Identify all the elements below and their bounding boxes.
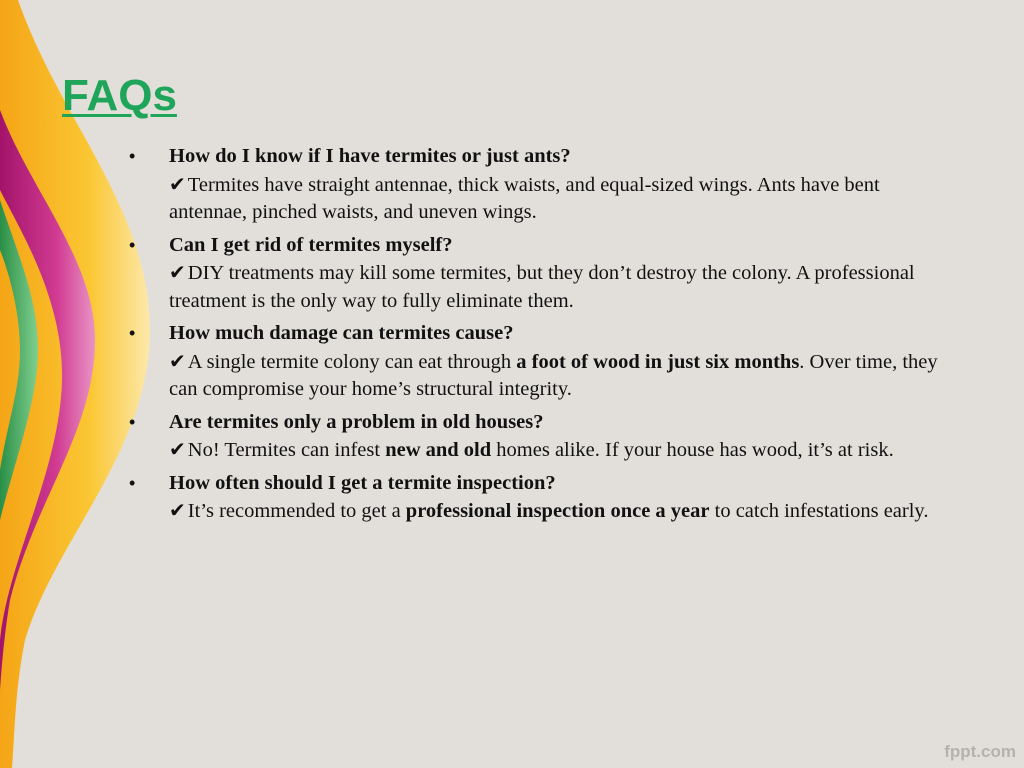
faq-question: How do I know if I have termites or just ants? (169, 145, 571, 167)
checkmark-icon: ✔ (169, 437, 186, 461)
slide-title: FAQs (62, 71, 177, 120)
answer-text: DIY treatments may kill some termites, but they don’t destroy the colony. A professional treatment is the only way to fully eliminate them. (169, 262, 915, 312)
answer-emphasis: new and old (385, 439, 492, 461)
answer-text: It’s recommended to get a (187, 500, 406, 522)
answer-text: homes alike. If your house has wood, it’s at risk. (491, 439, 894, 461)
faq-question: Can I get rid of termites myself? (169, 233, 453, 256)
faq-item (129, 232, 959, 316)
faq-answer (169, 262, 915, 312)
faq-question: How often should I get a termite inspection? (169, 471, 556, 494)
answer-text: Termites have straight antennae, thick waists, and equal-sized wings. Ants have bent antennae, pinched waists, and uneven wings. (169, 173, 880, 223)
bullet-icon: • (129, 234, 136, 255)
faq-list (129, 143, 959, 531)
answer-emphasis: a foot of wood in just six months (516, 350, 800, 373)
faq-answer (169, 500, 928, 522)
answer-emphasis: professional inspection once a year (405, 500, 710, 522)
faq-answer (169, 171, 880, 224)
faq-item (129, 470, 959, 526)
faq-answer (169, 348, 938, 401)
answer-text: . Over time, they can compromise your home’s structural integrity. (169, 350, 938, 400)
faq-question: How much damage can termites cause? (169, 322, 514, 344)
faq-item (129, 320, 959, 404)
answer-text: No! Termites can infest (187, 439, 386, 461)
checkmark-icon: ✔ (169, 260, 186, 284)
bullet-icon: • (129, 411, 136, 432)
bullet-icon: • (129, 472, 136, 493)
faq-question: Are termites only a problem in old houses? (169, 410, 544, 433)
checkmark-icon: ✔ (169, 171, 186, 196)
fppt-logo: fppt.com (944, 742, 1016, 761)
bullet-icon: • (129, 146, 136, 166)
answer-text: A single termite colony can eat through (187, 350, 517, 373)
checkmark-icon: ✔ (169, 498, 186, 522)
faq-item (129, 409, 959, 465)
checkmark-icon: ✔ (169, 348, 186, 373)
bullet-icon: • (129, 323, 136, 343)
faq-item (129, 143, 959, 227)
faq-answer (169, 439, 894, 461)
answer-text: to catch infestations early. (709, 500, 929, 522)
